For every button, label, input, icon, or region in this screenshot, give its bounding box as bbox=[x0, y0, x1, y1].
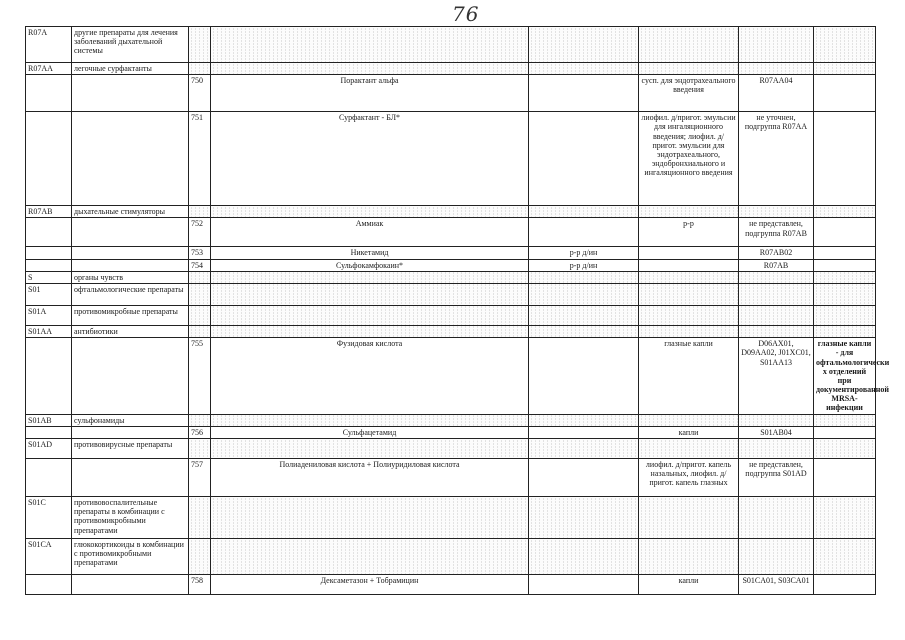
group-row bbox=[26, 539, 876, 575]
drug-form-extra bbox=[529, 426, 639, 438]
drug-note: глазные капли - для офтальмологически х отделений при документированной MRSA-инфекции bbox=[814, 338, 876, 415]
atc-group-name: глюкокортикоиды в комбинации с противомикробными препаратами bbox=[72, 539, 189, 575]
row-number: 755 bbox=[189, 338, 211, 415]
drug-note bbox=[814, 459, 876, 497]
drug-note bbox=[814, 218, 876, 247]
drug-row bbox=[26, 575, 876, 595]
atc-group-code: S bbox=[26, 271, 72, 283]
dosage-form: лиофил. д/пригот. эмульсии для ингаляционного введения; лиофил. д/пригот. эмульсии для эндотрахеального, эндобронхиального и ингаляционного введения bbox=[639, 112, 739, 206]
atc-code: S01CA01, S03CA01 bbox=[739, 575, 814, 595]
row-number: 750 bbox=[189, 75, 211, 112]
drug-register-table bbox=[25, 26, 890, 595]
group-row bbox=[26, 439, 876, 459]
drug-row bbox=[26, 112, 876, 206]
atc-code: D06AX01, D09AA02, J01XC01, S01AA13 bbox=[739, 338, 814, 415]
atc-code: S01AB04 bbox=[739, 426, 814, 438]
drug-note bbox=[814, 75, 876, 112]
drug-form-extra bbox=[529, 218, 639, 247]
drug-row bbox=[26, 459, 876, 497]
dosage-form bbox=[639, 247, 739, 259]
row-number: 752 bbox=[189, 218, 211, 247]
atc-code: R07AB02 bbox=[739, 247, 814, 259]
atc-code: R07AB bbox=[739, 259, 814, 271]
atc-group-code: S01 bbox=[26, 283, 72, 305]
group-row bbox=[26, 414, 876, 426]
group-row bbox=[26, 325, 876, 337]
row-number: 758 bbox=[189, 575, 211, 595]
group-row bbox=[26, 497, 876, 539]
drug-row bbox=[26, 338, 876, 415]
dosage-form: р-р bbox=[639, 218, 739, 247]
atc-group-name: сульфонамиды bbox=[72, 414, 189, 426]
atc-group-code: R07AA bbox=[26, 63, 72, 75]
dosage-form: лиофил. д/пригот. капель назальных, лиофил. д/пригот. капель глазных bbox=[639, 459, 739, 497]
atc-group-name: противомикробные препараты bbox=[72, 305, 189, 325]
drug-name: Фузидовая кислота bbox=[211, 338, 529, 415]
drug-name: Сульфацетамид bbox=[211, 426, 529, 438]
drug-form-extra: р-р д/ин bbox=[529, 247, 639, 259]
drug-note bbox=[814, 426, 876, 438]
row-number: 756 bbox=[189, 426, 211, 438]
page-number: 76 bbox=[452, 2, 480, 26]
dosage-form: капли bbox=[639, 426, 739, 438]
atc-group-code: S01AA bbox=[26, 325, 72, 337]
atc-group-code: R07A bbox=[26, 27, 72, 63]
row-number: 753 bbox=[189, 247, 211, 259]
drug-form-extra bbox=[529, 112, 639, 206]
atc-code: не уточнен, подгруппа R07AA bbox=[739, 112, 814, 206]
row-number: 751 bbox=[189, 112, 211, 206]
drug-name: Никетамид bbox=[211, 247, 529, 259]
atc-group-name: легочные сурфактанты bbox=[72, 63, 189, 75]
dosage-form: капли bbox=[639, 575, 739, 595]
drug-form-extra bbox=[529, 75, 639, 112]
atc-group-name: противовирусные препараты bbox=[72, 439, 189, 459]
drug-row bbox=[26, 247, 876, 259]
drug-name: Порактант альфа bbox=[211, 75, 529, 112]
drug-form-extra bbox=[529, 338, 639, 415]
group-row bbox=[26, 206, 876, 218]
group-row bbox=[26, 63, 876, 75]
drug-row bbox=[26, 75, 876, 112]
atc-group-name: противовоспалительные препараты в комбинации с противомикробными препаратами bbox=[72, 497, 189, 539]
atc-group-name: органы чувств bbox=[72, 271, 189, 283]
drug-name: Сульфокамфокаин* bbox=[211, 259, 529, 271]
atc-group-name: другие препараты для лечения заболеваний дыхательной системы bbox=[72, 27, 189, 63]
atc-group-code: S01A bbox=[26, 305, 72, 325]
dosage-form: сусп. для эндотрахеального введения bbox=[639, 75, 739, 112]
drug-note bbox=[814, 259, 876, 271]
drug-name: Сурфактант - БЛ* bbox=[211, 112, 529, 206]
row-number: 754 bbox=[189, 259, 211, 271]
drug-form-extra: р-р д/ин bbox=[529, 259, 639, 271]
drug-note bbox=[814, 247, 876, 259]
dosage-form: глазные капли bbox=[639, 338, 739, 415]
atc-group-name: офтальмологические препараты bbox=[72, 283, 189, 305]
drug-name: Полиадениловая кислота + Полиуридиловая кислота bbox=[211, 459, 529, 497]
drug-form-extra bbox=[529, 575, 639, 595]
drug-name: Дексаметазон + Тобрамицин bbox=[211, 575, 529, 595]
atc-group-name: антибиотики bbox=[72, 325, 189, 337]
drug-row bbox=[26, 426, 876, 438]
drug-note bbox=[814, 575, 876, 595]
drug-row bbox=[26, 259, 876, 271]
atc-code: R07AA04 bbox=[739, 75, 814, 112]
drug-note bbox=[814, 112, 876, 206]
drug-row bbox=[26, 218, 876, 247]
group-row bbox=[26, 283, 876, 305]
atc-code: не представлен, подгруппа R07AB bbox=[739, 218, 814, 247]
atc-group-code: S01AD bbox=[26, 439, 72, 459]
atc-group-name: дыхательные стимуляторы bbox=[72, 206, 189, 218]
group-row bbox=[26, 271, 876, 283]
atc-group-code: R07AB bbox=[26, 206, 72, 218]
atc-code: не представлен, подгруппа S01AD bbox=[739, 459, 814, 497]
atc-group-code: S01C bbox=[26, 497, 72, 539]
group-row bbox=[26, 27, 876, 63]
dosage-form bbox=[639, 259, 739, 271]
atc-group-code: S01CA bbox=[26, 539, 72, 575]
row-number: 757 bbox=[189, 459, 211, 497]
group-row bbox=[26, 305, 876, 325]
drug-name: Аммиак bbox=[211, 218, 529, 247]
atc-group-code: S01AB bbox=[26, 414, 72, 426]
drug-form-extra bbox=[529, 459, 639, 497]
